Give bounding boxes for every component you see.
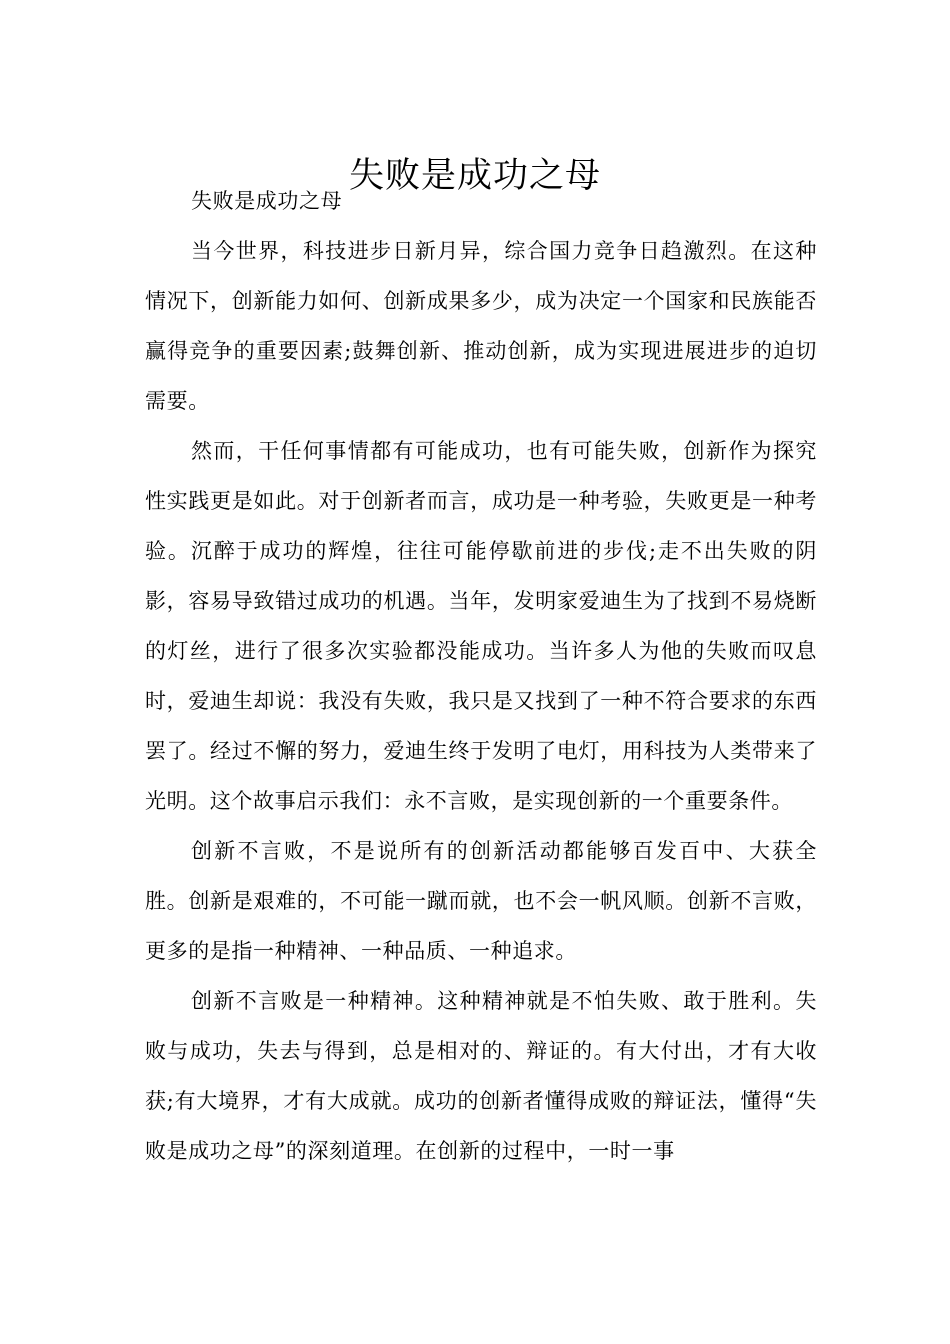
- paragraph: 创新不言败是一种精神。这种精神就是不怕失败、敢于胜利。失败与成功，失去与得到，总是相对的、辩证的。有大付出，才有大收获;有大境界，才有大成就。成功的创新者懂得成败的辩证法，懂得“失败是成功之母”的深刻道理。在创新的过程中，一时一事: [145, 989, 817, 1163]
- document-title: 失败是成功之母: [348, 156, 601, 197]
- document-body: [145, 176, 817, 1176]
- paragraph: 然而，干任何事情都有可能成功，也有可能失败，创新作为探究性实践更是如此。对于创新者而言，成功是一种考验，失败更是一种考验。沉醉于成功的辉煌，往往可能停歇前进的步伐;走不出失败的阴影，容易导致错过成功的机遇。当年，发明家爱迪生为了找到不易烧断的灯丝，进行了很多次实验都没能成功。当许多人为他的失败而叹息时，爱迪生却说：我没有失败，我只是又找到了一种不符合要求的东西罢了。经过不懈的努力，爱迪生终于发明了电灯，用科技为人类带来了光明。这个故事启示我们：永不言败，是实现创新的一个重要条件。: [145, 439, 817, 813]
- paragraph: 当今世界，科技进步日新月异，综合国力竞争日趋激烈。在这种情况下，创新能力如何、创新成果多少，成为决定一个国家和民族能否赢得竞争的重要因素;鼓舞创新、推动创新，成为实现进展进步的迫切需要。: [145, 239, 817, 413]
- paragraph: 创新不言败，不是说所有的创新活动都能够百发百中、大获全胜。创新是艰难的，不可能一蹴而就，也不会一帆风顺。创新不言败，更多的是指一种精神、一种品质、一种追求。: [145, 839, 817, 963]
- paragraph-subtitle: 失败是成功之母: [191, 189, 343, 213]
